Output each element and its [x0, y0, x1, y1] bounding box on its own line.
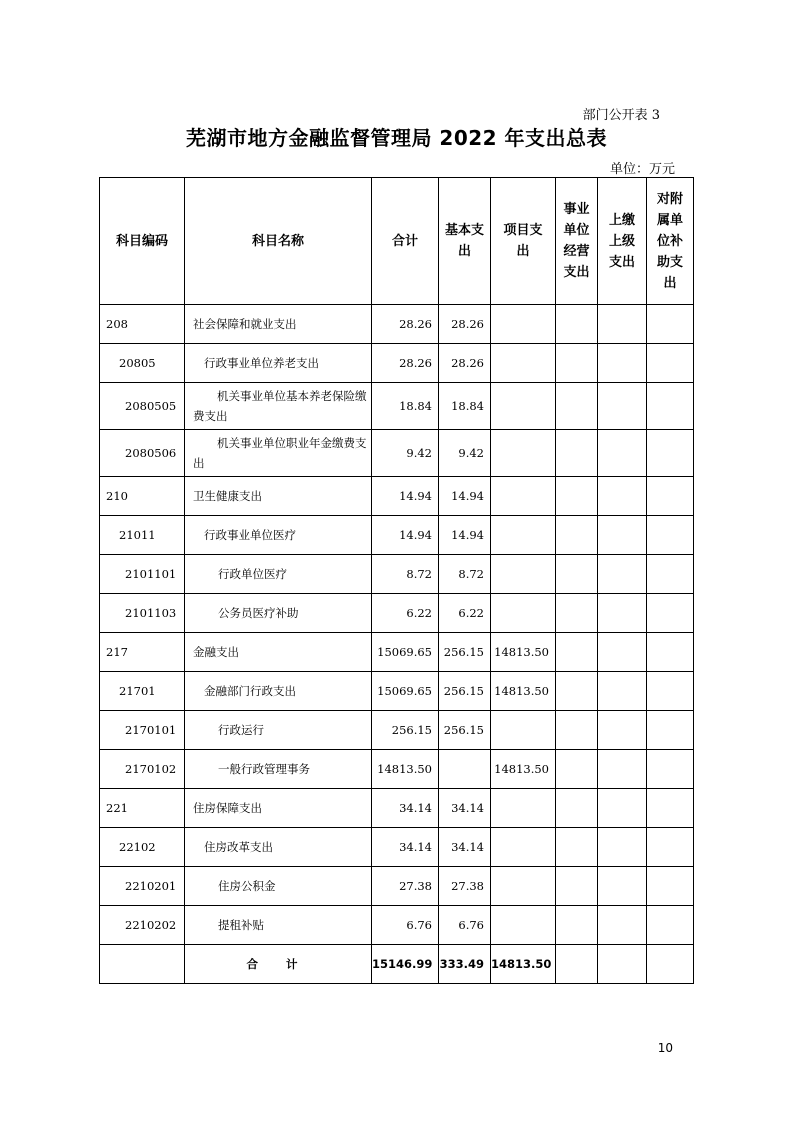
row-business: [556, 789, 598, 828]
row-basic: 28.26: [439, 305, 491, 344]
row-basic: 256.15: [439, 672, 491, 711]
row-subsidy: [647, 594, 694, 633]
row-basic: 256.15: [439, 633, 491, 672]
row-name: 金融部门行政支出: [185, 672, 372, 711]
total-upper: [598, 945, 647, 984]
page-title: 芜湖市地方金融监督管理局 2022 年支出总表: [185, 126, 608, 150]
row-total: 14813.50: [372, 750, 439, 789]
row-total: 15069.65: [372, 633, 439, 672]
table-row: [100, 789, 694, 828]
row-code: 2080506: [100, 430, 185, 477]
row-total: 34.14: [372, 828, 439, 867]
row-subsidy: [647, 906, 694, 945]
row-upper: [598, 633, 647, 672]
header-code: 科目编码: [100, 178, 185, 305]
table-row: [100, 906, 694, 945]
row-project: 14813.50: [491, 750, 556, 789]
row-upper: [598, 828, 647, 867]
row-code: 22102: [100, 828, 185, 867]
row-business: [556, 477, 598, 516]
row-business: [556, 516, 598, 555]
row-upper: [598, 789, 647, 828]
row-subsidy: [647, 633, 694, 672]
row-subsidy: [647, 789, 694, 828]
row-name: 行政事业单位养老支出: [185, 344, 372, 383]
row-total: 6.22: [372, 594, 439, 633]
row-project: [491, 383, 556, 430]
row-project: [491, 594, 556, 633]
row-name: 金融支出: [185, 633, 372, 672]
row-total: 14.94: [372, 477, 439, 516]
row-name: 住房公积金: [185, 867, 372, 906]
row-subsidy: [647, 477, 694, 516]
row-total: 9.42: [372, 430, 439, 477]
row-code: 2210201: [100, 867, 185, 906]
table-row: [100, 633, 694, 672]
row-basic: 8.72: [439, 555, 491, 594]
total-basic: 333.49: [439, 945, 491, 984]
row-name: 公务员医疗补助: [185, 594, 372, 633]
row-project: [491, 430, 556, 477]
row-project: [491, 906, 556, 945]
table-row: [100, 516, 694, 555]
page-number: 10: [657, 1041, 673, 1055]
row-business: [556, 344, 598, 383]
row-business: [556, 867, 598, 906]
row-subsidy: [647, 828, 694, 867]
table-row: [100, 477, 694, 516]
row-basic: 14.94: [439, 477, 491, 516]
row-project: [491, 305, 556, 344]
table-row: [100, 828, 694, 867]
row-total: 18.84: [372, 383, 439, 430]
row-code: 2101103: [100, 594, 185, 633]
row-subsidy: [647, 672, 694, 711]
row-code: 2170101: [100, 711, 185, 750]
row-business: [556, 672, 598, 711]
total-project: 14813.50: [491, 945, 556, 984]
row-upper: [598, 750, 647, 789]
table-row: [100, 867, 694, 906]
row-upper: [598, 594, 647, 633]
row-subsidy: [647, 430, 694, 477]
row-basic: 6.22: [439, 594, 491, 633]
row-business: [556, 305, 598, 344]
row-project: [491, 828, 556, 867]
row-basic: 34.14: [439, 789, 491, 828]
row-basic: 6.76: [439, 906, 491, 945]
row-subsidy: [647, 305, 694, 344]
total-business: [556, 945, 598, 984]
row-name: 卫生健康支出: [185, 477, 372, 516]
row-upper: [598, 516, 647, 555]
row-business: [556, 555, 598, 594]
row-basic: 27.38: [439, 867, 491, 906]
row-subsidy: [647, 711, 694, 750]
row-code: 21701: [100, 672, 185, 711]
row-upper: [598, 344, 647, 383]
total-code: [100, 945, 185, 984]
row-business: [556, 633, 598, 672]
row-basic: 34.14: [439, 828, 491, 867]
header-total: 合计: [372, 178, 439, 305]
row-subsidy: [647, 867, 694, 906]
row-upper: [598, 477, 647, 516]
row-subsidy: [647, 344, 694, 383]
row-business: [556, 828, 598, 867]
row-basic: [439, 750, 491, 789]
row-name: 行政单位医疗: [185, 555, 372, 594]
row-business: [556, 383, 598, 430]
header-basic: 基本支出: [439, 178, 491, 305]
row-upper: [598, 430, 647, 477]
row-total: 34.14: [372, 789, 439, 828]
row-code: 208: [100, 305, 185, 344]
table-row: [100, 383, 694, 430]
row-upper: [598, 672, 647, 711]
row-total: 6.76: [372, 906, 439, 945]
unit-label: 单位：万元: [609, 162, 675, 177]
table-row: [100, 305, 694, 344]
header-business: 事业单位经营支出: [556, 178, 598, 305]
row-total: 8.72: [372, 555, 439, 594]
row-name: 机关事业单位基本养老保险缴费支出: [185, 383, 372, 430]
row-subsidy: [647, 555, 694, 594]
row-basic: 9.42: [439, 430, 491, 477]
row-project: 14813.50: [491, 672, 556, 711]
table-row: [100, 344, 694, 383]
expenditure-table: [99, 177, 694, 984]
header-name: 科目名称: [185, 178, 372, 305]
row-total: 28.26: [372, 305, 439, 344]
row-upper: [598, 867, 647, 906]
header-subsidy: 对附属单位补助支出: [647, 178, 694, 305]
row-upper: [598, 711, 647, 750]
row-upper: [598, 906, 647, 945]
row-project: [491, 516, 556, 555]
row-name: 一般行政管理事务: [185, 750, 372, 789]
row-name: 提租补贴: [185, 906, 372, 945]
row-business: [556, 711, 598, 750]
row-code: 2170102: [100, 750, 185, 789]
row-total: 27.38: [372, 867, 439, 906]
row-name: 行政事业单位医疗: [185, 516, 372, 555]
row-business: [556, 906, 598, 945]
row-project: 14813.50: [491, 633, 556, 672]
row-total: 256.15: [372, 711, 439, 750]
row-project: [491, 789, 556, 828]
row-upper: [598, 555, 647, 594]
header-row: [100, 178, 694, 305]
row-project: [491, 477, 556, 516]
row-basic: 28.26: [439, 344, 491, 383]
row-total: 14.94: [372, 516, 439, 555]
total-total: 15146.99: [372, 945, 439, 984]
row-project: [491, 867, 556, 906]
row-code: 21011: [100, 516, 185, 555]
form-number: 部门公开表 3: [582, 108, 660, 123]
header-project: 项目支出: [491, 178, 556, 305]
row-name: 社会保障和就业支出: [185, 305, 372, 344]
row-name: 住房保障支出: [185, 789, 372, 828]
row-name: 行政运行: [185, 711, 372, 750]
row-basic: 256.15: [439, 711, 491, 750]
table-row: [100, 672, 694, 711]
total-subsidy: [647, 945, 694, 984]
row-code: 217: [100, 633, 185, 672]
row-total: 28.26: [372, 344, 439, 383]
row-code: 20805: [100, 344, 185, 383]
table-row: [100, 711, 694, 750]
table-row: [100, 555, 694, 594]
table-row: [100, 430, 694, 477]
row-code: 210: [100, 477, 185, 516]
row-project: [491, 344, 556, 383]
row-code: 221: [100, 789, 185, 828]
row-project: [491, 711, 556, 750]
row-business: [556, 594, 598, 633]
row-upper: [598, 305, 647, 344]
row-subsidy: [647, 383, 694, 430]
row-code: 2101101: [100, 555, 185, 594]
row-basic: 18.84: [439, 383, 491, 430]
row-subsidy: [647, 516, 694, 555]
table-row: [100, 594, 694, 633]
row-code: 2210202: [100, 906, 185, 945]
row-business: [556, 430, 598, 477]
total-label: 合 计: [185, 945, 372, 984]
row-basic: 14.94: [439, 516, 491, 555]
table-row: [100, 750, 694, 789]
row-name: 机关事业单位职业年金缴费支出: [185, 430, 372, 477]
row-code: 2080505: [100, 383, 185, 430]
row-name: 住房改革支出: [185, 828, 372, 867]
header-upper: 上缴上级支出: [598, 178, 647, 305]
row-project: [491, 555, 556, 594]
total-row: [100, 945, 694, 984]
row-subsidy: [647, 750, 694, 789]
row-business: [556, 750, 598, 789]
row-upper: [598, 383, 647, 430]
row-total: 15069.65: [372, 672, 439, 711]
